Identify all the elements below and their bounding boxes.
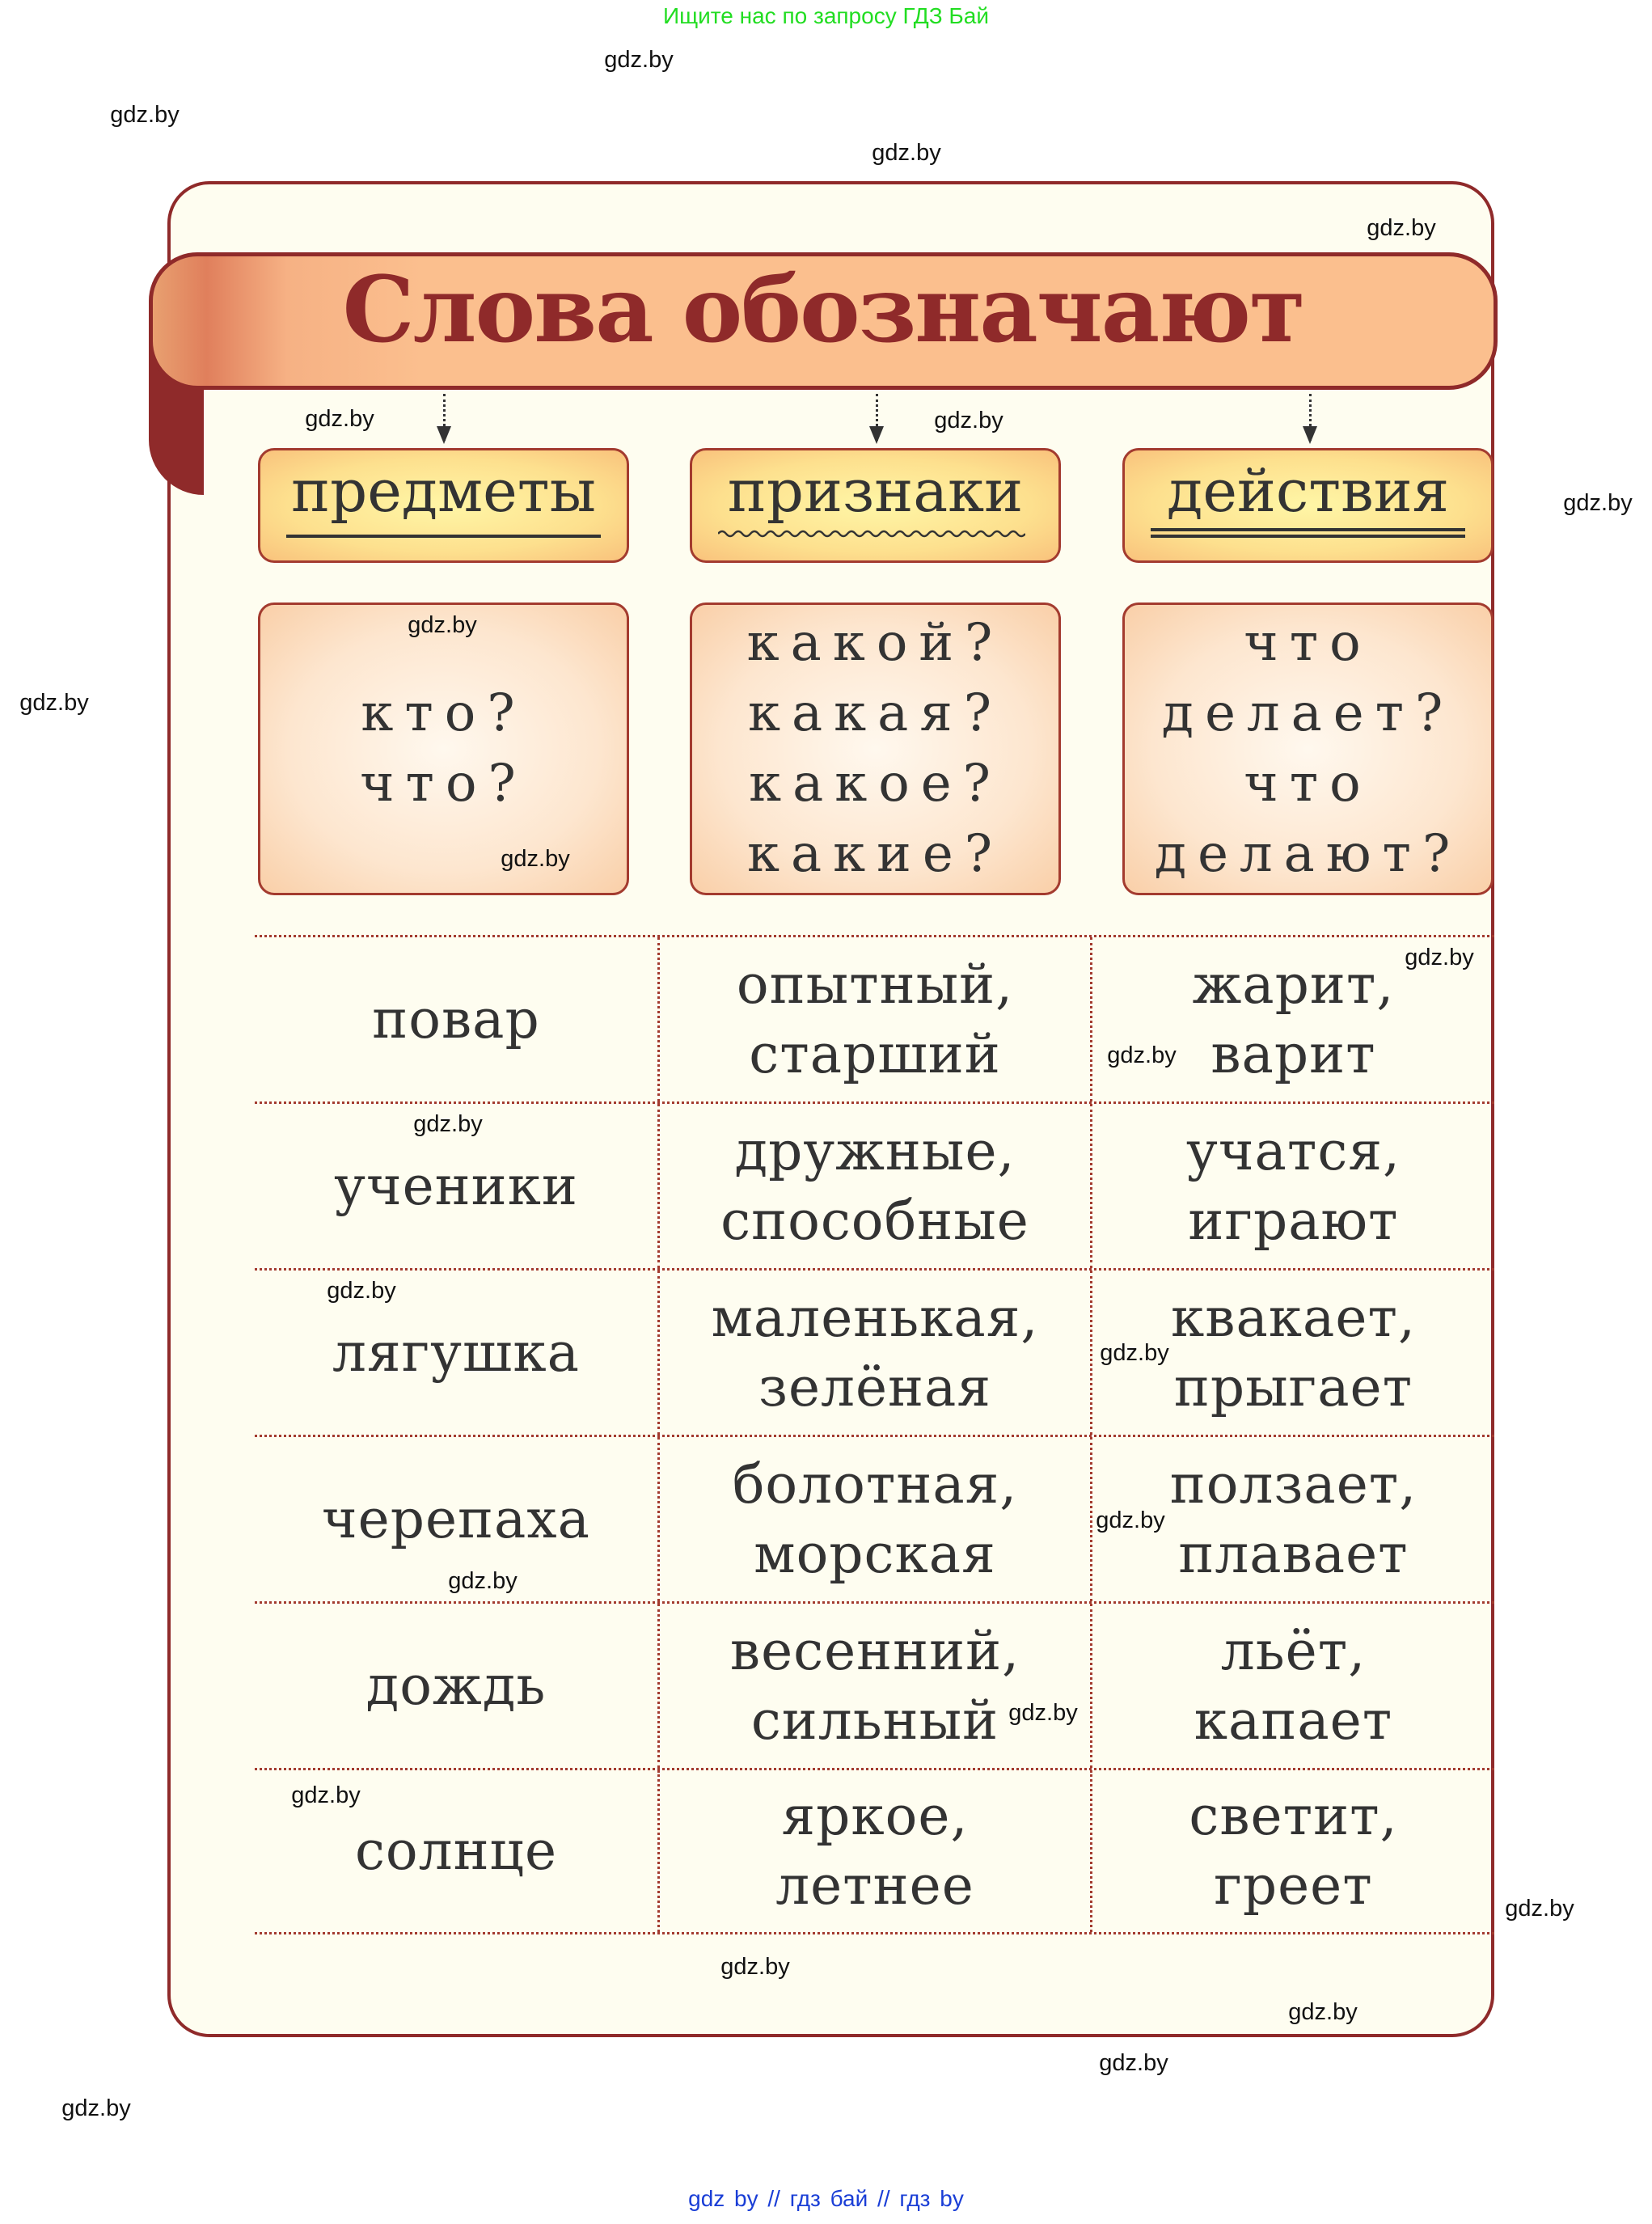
word: летнее <box>775 1854 974 1917</box>
question: какой? <box>746 613 1004 673</box>
question: что <box>1244 613 1372 673</box>
word: ученики <box>334 1154 578 1217</box>
watermark: gdz.by <box>19 690 89 716</box>
word: светит, <box>1189 1785 1398 1847</box>
word: зелёная <box>758 1355 991 1419</box>
watermark: gdz.by <box>448 1568 518 1594</box>
table-cell <box>660 1604 1092 1768</box>
table-cell <box>660 1770 1092 1932</box>
questions-actions <box>1122 603 1494 895</box>
word: морская <box>754 1522 996 1585</box>
question: кто? <box>361 683 526 743</box>
question: какое? <box>749 754 1002 814</box>
category-attributes <box>690 448 1061 563</box>
word: маленькая, <box>711 1286 1039 1349</box>
word: опытный, <box>736 953 1014 1016</box>
double-underline <box>1151 528 1465 538</box>
word: сильный <box>750 1689 999 1752</box>
category-label: действия <box>1166 457 1450 525</box>
table-cell <box>660 1104 1092 1268</box>
question: какие? <box>747 824 1003 884</box>
word: плавает <box>1178 1522 1409 1585</box>
word: варит <box>1210 1022 1376 1085</box>
category-objects <box>258 448 629 563</box>
watermark: gdz.by <box>413 1111 483 1137</box>
watermark: gdz.by <box>1008 1700 1078 1726</box>
watermark: gdz.by <box>1288 1999 1358 2025</box>
table-cell <box>660 937 1092 1101</box>
table-row <box>255 1768 1494 1934</box>
table-row <box>255 935 1494 1101</box>
watermark: gdz.by <box>501 846 570 872</box>
watermark: gdz.by <box>1405 945 1474 970</box>
word: капает <box>1194 1689 1393 1752</box>
watermark: gdz.by <box>1096 1507 1165 1533</box>
watermark: gdz.by <box>604 47 674 73</box>
watermark: gdz.by <box>1505 1896 1574 1922</box>
arrow-down-icon <box>876 394 879 441</box>
questions-objects <box>258 603 629 895</box>
word: льёт, <box>1220 1619 1367 1682</box>
category-actions <box>1122 448 1494 563</box>
word: черепаха <box>322 1487 590 1550</box>
table-cell <box>1092 1104 1494 1268</box>
table-cell <box>255 1271 660 1435</box>
word: прыгает <box>1173 1355 1413 1419</box>
watermark: gdz.by <box>110 102 180 128</box>
word: греет <box>1214 1854 1373 1917</box>
watermark: gdz.by <box>291 1782 361 1808</box>
watermark: gdz.by <box>1107 1042 1177 1068</box>
table-cell <box>1092 1770 1494 1932</box>
watermark: gdz.by <box>61 2095 131 2121</box>
watermark: gdz.by <box>934 408 1003 433</box>
table-row <box>255 1435 1494 1601</box>
table-cell <box>255 1604 660 1768</box>
word: дождь <box>365 1654 547 1717</box>
search-hint: Ищите нас по запросу ГДЗ Бай <box>662 3 990 28</box>
word: солнце <box>354 1820 558 1882</box>
word: лягушка <box>332 1321 580 1384</box>
examples-table <box>255 935 1494 1934</box>
watermark: gdz.by <box>1100 1340 1169 1366</box>
word: дружные, <box>734 1119 1016 1182</box>
table-row <box>255 1601 1494 1768</box>
watermark: gdz.by <box>408 612 477 638</box>
watermark: gdz.by <box>327 1278 396 1304</box>
word: жарит, <box>1192 953 1395 1016</box>
question: что <box>1244 754 1372 814</box>
word: повар <box>372 987 540 1051</box>
word: играют <box>1188 1189 1399 1252</box>
table-cell <box>255 937 660 1101</box>
arrow-down-icon <box>443 394 446 441</box>
arrow-down-icon <box>1309 394 1312 441</box>
table-cell <box>660 1437 1092 1601</box>
question: делают? <box>1154 824 1462 884</box>
word: ползает, <box>1169 1452 1418 1516</box>
watermark: gdz.by <box>1367 215 1436 241</box>
word: учатся, <box>1186 1119 1401 1182</box>
watermark: gdz.by <box>872 140 941 166</box>
word: болотная, <box>732 1452 1018 1516</box>
question: что? <box>360 754 527 814</box>
watermark: gdz.by <box>720 1954 790 1980</box>
word: яркое, <box>781 1785 969 1847</box>
watermark: gdz.by <box>1099 2050 1168 2076</box>
watermark: gdz.by <box>1563 490 1633 516</box>
watermark: gdz.by <box>305 406 374 432</box>
table-cell <box>1092 1604 1494 1768</box>
question: какая? <box>748 683 1003 743</box>
category-label: признаки <box>727 457 1024 525</box>
questions-attributes <box>690 603 1061 895</box>
question: делает? <box>1161 683 1455 743</box>
page-title: Слова обозначают <box>342 257 1304 363</box>
single-underline <box>286 535 601 538</box>
category-label: предметы <box>291 457 596 525</box>
word: старший <box>749 1022 1001 1085</box>
wavy-underline <box>718 530 1025 538</box>
word: способные <box>720 1189 1029 1252</box>
word: весенний, <box>729 1619 1020 1682</box>
table-cell <box>660 1271 1092 1435</box>
table-row <box>255 1268 1494 1435</box>
word: квакает, <box>1171 1286 1416 1349</box>
footer-links: gdz by // гдз бай // гдз by <box>688 2186 964 2211</box>
